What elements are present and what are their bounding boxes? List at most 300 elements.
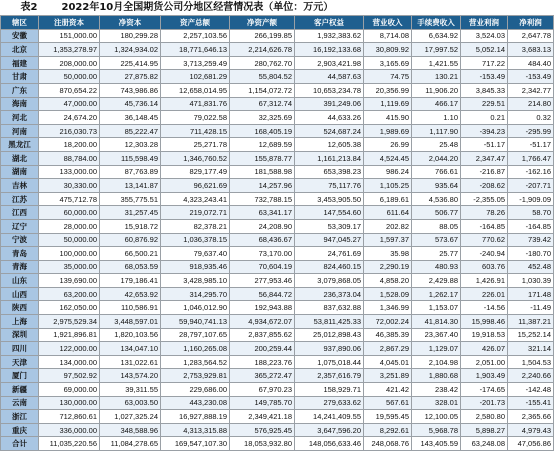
value-cell: 226.01 xyxy=(461,287,508,301)
table-row xyxy=(1,97,554,111)
value-cell: 1,283,564.52 xyxy=(161,355,230,369)
value-cell: 1,820,103.56 xyxy=(100,328,161,342)
value-cell: 162,050.00 xyxy=(39,301,100,315)
value-cell: 2,903,421.98 xyxy=(295,56,364,70)
column-header: 注册资本 xyxy=(39,16,100,30)
value-cell: 60,000.00 xyxy=(39,206,100,220)
table-caption: 2022年10月全国期货公司分地区经营情况表（单位：万元） xyxy=(61,2,334,13)
value-cell: 1,903.49 xyxy=(461,369,508,383)
value-cell: 11,387.21 xyxy=(508,315,554,329)
value-cell: 180,299.28 xyxy=(100,29,161,43)
value-cell: 1,154,072.72 xyxy=(230,83,295,97)
value-cell: -162.16 xyxy=(508,165,554,179)
value-cell: 134,000.00 xyxy=(39,355,100,369)
region-cell: 福建 xyxy=(1,56,39,70)
value-cell: 918,935.46 xyxy=(161,260,230,274)
value-cell: 148,056,633.46 xyxy=(295,437,364,451)
region-cell: 新疆 xyxy=(1,383,39,397)
value-cell: -11.49 xyxy=(508,301,554,315)
value-cell: 2,044.20 xyxy=(412,151,461,165)
value-cell: 1,119.69 xyxy=(364,97,412,111)
table-row xyxy=(1,247,554,261)
value-cell: 11,084,278.65 xyxy=(100,437,161,451)
value-cell: 1,421.55 xyxy=(412,56,461,70)
value-cell: 131,022.61 xyxy=(100,355,161,369)
value-cell: -14.56 xyxy=(461,301,508,315)
value-cell: 60,876.92 xyxy=(100,233,161,247)
table-row xyxy=(1,70,554,84)
region-cell: 湖北 xyxy=(1,151,39,165)
table-row xyxy=(1,260,554,274)
value-cell: 122,000.00 xyxy=(39,342,100,356)
value-cell: 1,346.99 xyxy=(364,301,412,315)
value-cell: 200,259.44 xyxy=(230,342,295,356)
value-cell: 2,240.66 xyxy=(508,369,554,383)
value-cell: 3,251.89 xyxy=(364,369,412,383)
column-header: 手续费收入 xyxy=(412,16,461,30)
value-cell: 4,524.45 xyxy=(364,151,412,165)
value-cell: 426.07 xyxy=(461,342,508,356)
value-cell: 12,658,014.95 xyxy=(161,83,230,97)
value-cell: 74.75 xyxy=(364,70,412,84)
value-cell: 2,867.29 xyxy=(364,342,412,356)
value-cell: 68,053.59 xyxy=(100,260,161,274)
value-cell: 50,000.00 xyxy=(39,70,100,84)
value-cell: 466.17 xyxy=(412,97,461,111)
value-cell: 67,970.23 xyxy=(230,383,295,397)
value-cell: 42,653.92 xyxy=(100,287,161,301)
value-cell: 14,257.96 xyxy=(230,179,295,193)
value-cell: 524,687.24 xyxy=(295,124,364,138)
value-cell: 348,588.96 xyxy=(100,423,161,437)
value-cell: 18,053,932.80 xyxy=(230,437,295,451)
value-cell: 238.42 xyxy=(412,383,461,397)
value-cell: -142.48 xyxy=(508,383,554,397)
table-row xyxy=(1,206,554,220)
column-header: 营业收入 xyxy=(364,16,412,30)
table-row xyxy=(1,369,554,383)
value-cell: 44,633.26 xyxy=(295,111,364,125)
value-cell: 16,927,888.19 xyxy=(161,410,230,424)
region-cell: 湖南 xyxy=(1,165,39,179)
table-row xyxy=(1,315,554,329)
region-cell: 厦门 xyxy=(1,369,39,383)
table-row xyxy=(1,383,554,397)
value-cell: 47,000.00 xyxy=(39,97,100,111)
value-cell: -51.17 xyxy=(461,138,508,152)
value-cell: 16,192,133.68 xyxy=(295,43,364,57)
value-cell: 415.90 xyxy=(364,111,412,125)
value-cell: 766.61 xyxy=(412,165,461,179)
value-cell: 1,036,378.15 xyxy=(161,233,230,247)
value-cell: 4,934,672.07 xyxy=(230,315,295,329)
value-cell: 192,943.88 xyxy=(230,301,295,315)
region-cell: 山西 xyxy=(1,287,39,301)
value-cell: 336,000.00 xyxy=(39,423,100,437)
value-cell: 75,117.76 xyxy=(295,179,364,193)
value-cell: 45,736.14 xyxy=(100,97,161,111)
value-cell: 1,880.68 xyxy=(412,369,461,383)
value-cell: 1,921,896.81 xyxy=(39,328,100,342)
value-cell: 739.42 xyxy=(508,233,554,247)
value-cell: 1,117.90 xyxy=(412,124,461,138)
value-cell: 72,002.24 xyxy=(364,315,412,329)
region-cell: 河南 xyxy=(1,124,39,138)
region-cell: 上海 xyxy=(1,315,39,329)
value-cell: 712,860.61 xyxy=(39,410,100,424)
table-row xyxy=(1,410,554,424)
value-cell: 169,547,107.30 xyxy=(161,437,230,451)
value-cell: 2,429.88 xyxy=(412,274,461,288)
value-cell: 6,189.61 xyxy=(364,192,412,206)
value-cell: 73,170.00 xyxy=(230,247,295,261)
value-cell: 70,604.19 xyxy=(230,260,295,274)
region-cell: 宁波 xyxy=(1,233,39,247)
value-cell: 4,313,315.88 xyxy=(161,423,230,437)
value-cell: 88.05 xyxy=(412,219,461,233)
value-cell: -1,909.09 xyxy=(508,192,554,206)
value-cell: 711,428.15 xyxy=(161,124,230,138)
table-row xyxy=(1,328,554,342)
value-cell: 25.77 xyxy=(412,247,461,261)
table-title xyxy=(0,0,555,15)
value-cell: 2,357,616.79 xyxy=(295,369,364,383)
value-cell: 63,341.17 xyxy=(230,206,295,220)
value-cell: 79,022.58 xyxy=(161,111,230,125)
value-cell: 603.76 xyxy=(461,260,508,274)
value-cell: 3,448,597.01 xyxy=(100,315,161,329)
value-cell: 97,502.92 xyxy=(39,369,100,383)
value-cell: 24,674.20 xyxy=(39,111,100,125)
value-cell: 155,878.77 xyxy=(230,151,295,165)
value-cell: 25,271.78 xyxy=(161,138,230,152)
value-cell: 229,686.00 xyxy=(161,383,230,397)
region-cell: 吉林 xyxy=(1,179,39,193)
value-cell: 1,324,934.02 xyxy=(100,43,161,57)
value-cell: 280,762.70 xyxy=(230,56,295,70)
value-cell: 28,797,107.65 xyxy=(161,328,230,342)
value-cell: -216.87 xyxy=(461,165,508,179)
value-cell: 2,975,529.34 xyxy=(39,315,100,329)
value-cell: 10,653,234.78 xyxy=(295,83,364,97)
value-cell: 11,035,220.56 xyxy=(39,437,100,451)
region-cell: 深圳 xyxy=(1,328,39,342)
value-cell: -180.70 xyxy=(508,247,554,261)
value-cell: 770.62 xyxy=(461,233,508,247)
value-cell: 25,012,898.43 xyxy=(295,328,364,342)
value-cell: 63,200.00 xyxy=(39,287,100,301)
value-cell: -207.71 xyxy=(508,179,554,193)
value-cell: 39,311.55 xyxy=(100,383,161,397)
value-cell: 88,784.00 xyxy=(39,151,100,165)
value-cell: 2,837,855.62 xyxy=(230,328,295,342)
region-cell: 青海 xyxy=(1,260,39,274)
value-cell: 567.61 xyxy=(364,396,412,410)
value-cell: 15,918.72 xyxy=(100,219,161,233)
value-cell: 2,051.00 xyxy=(461,355,508,369)
column-header: 客户权益 xyxy=(295,16,364,30)
value-cell: 2,580.80 xyxy=(461,410,508,424)
value-cell: 26.99 xyxy=(364,138,412,152)
region-cell: 江苏 xyxy=(1,192,39,206)
value-cell: -164.85 xyxy=(461,219,508,233)
value-cell: 277,953.46 xyxy=(230,274,295,288)
value-cell: 158,929.71 xyxy=(295,383,364,397)
value-cell: 229.51 xyxy=(461,97,508,111)
value-cell: 11,906.20 xyxy=(412,83,461,97)
value-cell: 248,068.76 xyxy=(364,437,412,451)
value-cell: 0.32 xyxy=(508,111,554,125)
value-cell: -208.62 xyxy=(461,179,508,193)
value-cell: 17,997.52 xyxy=(412,43,461,57)
value-cell: 2,257,103.56 xyxy=(161,29,230,43)
value-cell: 4,858.20 xyxy=(364,274,412,288)
region-cell: 安徽 xyxy=(1,29,39,43)
region-cell: 河北 xyxy=(1,111,39,125)
value-cell: 13,141.87 xyxy=(100,179,161,193)
value-cell: 32,325.69 xyxy=(230,111,295,125)
table-row xyxy=(1,192,554,206)
region-cell: 合计 xyxy=(1,437,39,451)
table-row xyxy=(1,219,554,233)
region-cell: 辽宁 xyxy=(1,219,39,233)
value-cell: 2,214,626.78 xyxy=(230,43,295,57)
value-cell: 151,000.00 xyxy=(39,29,100,43)
value-cell: 19,918.53 xyxy=(461,328,508,342)
value-cell: 421.42 xyxy=(364,383,412,397)
value-cell: 2,647.78 xyxy=(508,29,554,43)
value-cell: 12,689.59 xyxy=(230,138,295,152)
value-cell: 143,574.20 xyxy=(100,369,161,383)
value-cell: 266,199.85 xyxy=(230,29,295,43)
value-cell: -174.65 xyxy=(461,383,508,397)
value-cell: 5,898.27 xyxy=(461,423,508,437)
value-cell: 1,528.09 xyxy=(364,287,412,301)
value-cell: 391,249.06 xyxy=(295,97,364,111)
value-cell: 31,257.45 xyxy=(100,206,161,220)
value-cell: 102,681.29 xyxy=(161,70,230,84)
value-cell: 25.48 xyxy=(412,138,461,152)
value-cell: 6,634.92 xyxy=(412,29,461,43)
column-header: 净资本 xyxy=(100,16,161,30)
table-header-row xyxy=(1,16,554,30)
value-cell: 4,323,243.41 xyxy=(161,192,230,206)
value-cell: 143,405.59 xyxy=(412,437,461,451)
value-cell: 188,223.76 xyxy=(230,355,295,369)
value-cell: 935.64 xyxy=(412,179,461,193)
value-cell: 3,079,868.05 xyxy=(295,274,364,288)
value-cell: 732,788.15 xyxy=(230,192,295,206)
table-row xyxy=(1,233,554,247)
value-cell: 15,998.46 xyxy=(461,315,508,329)
value-cell: 134,047.10 xyxy=(100,342,161,356)
table-row xyxy=(1,165,554,179)
column-header: 资产总额 xyxy=(161,16,230,30)
region-cell: 广东 xyxy=(1,83,39,97)
column-header: 营业利润 xyxy=(461,16,508,30)
value-cell: 2,342.77 xyxy=(508,83,554,97)
column-header: 净利润 xyxy=(508,16,554,30)
value-cell: 2,347.47 xyxy=(461,151,508,165)
value-cell: 1.10 xyxy=(412,111,461,125)
region-cell: 陕西 xyxy=(1,301,39,315)
value-cell: 3,453,905.50 xyxy=(295,192,364,206)
value-cell: 829,177.49 xyxy=(161,165,230,179)
region-cell: 山东 xyxy=(1,274,39,288)
value-cell: 279,633.62 xyxy=(295,396,364,410)
value-cell: 1,160,265.08 xyxy=(161,342,230,356)
value-cell: 452.48 xyxy=(508,260,554,274)
value-cell: 4,979.43 xyxy=(508,423,554,437)
value-cell: 986.24 xyxy=(364,165,412,179)
value-cell: 1,105.25 xyxy=(364,179,412,193)
value-cell: 4,045.01 xyxy=(364,355,412,369)
value-cell: 947,045.27 xyxy=(295,233,364,247)
value-cell: 1,046,012.90 xyxy=(161,301,230,315)
region-cell: 四川 xyxy=(1,342,39,356)
value-cell: 171.48 xyxy=(508,287,554,301)
table-row xyxy=(1,355,554,369)
value-cell: 46,385.39 xyxy=(364,328,412,342)
column-header: 辖区 xyxy=(1,16,39,30)
value-cell: 59,940,741.13 xyxy=(161,315,230,329)
value-cell: 130,000.00 xyxy=(39,396,100,410)
value-cell: 1,346,760.52 xyxy=(161,151,230,165)
table-row xyxy=(1,83,554,97)
value-cell: 55,804.52 xyxy=(230,70,295,84)
region-cell: 青岛 xyxy=(1,247,39,261)
column-header: 净资产额 xyxy=(230,16,295,30)
value-cell: 23,367.40 xyxy=(412,328,461,342)
value-cell: 3,713,259.49 xyxy=(161,56,230,70)
value-cell: 8,292.61 xyxy=(364,423,412,437)
value-cell: 743,986.86 xyxy=(100,83,161,97)
value-cell: 0.21 xyxy=(461,111,508,125)
region-cell: 海南 xyxy=(1,97,39,111)
value-cell: 100,000.00 xyxy=(39,247,100,261)
value-cell: 4,536.80 xyxy=(412,192,461,206)
value-cell: 87,763.89 xyxy=(100,165,161,179)
value-cell: 1,426.91 xyxy=(461,274,508,288)
region-cell: 天津 xyxy=(1,355,39,369)
value-cell: 139,690.00 xyxy=(39,274,100,288)
value-cell: 18,200.00 xyxy=(39,138,100,152)
value-cell: 484.40 xyxy=(508,56,554,70)
value-cell: 168,405.19 xyxy=(230,124,295,138)
value-cell: 179,186.41 xyxy=(100,274,161,288)
table-row xyxy=(1,29,554,43)
value-cell: 870,654.22 xyxy=(39,83,100,97)
value-cell: -155.41 xyxy=(508,396,554,410)
value-cell: 27,875.82 xyxy=(100,70,161,84)
table-row xyxy=(1,287,554,301)
value-cell: 5,968.78 xyxy=(412,423,461,437)
value-cell: 36,148.45 xyxy=(100,111,161,125)
value-cell: 573.67 xyxy=(412,233,461,247)
value-cell: 18,771,646.13 xyxy=(161,43,230,57)
value-cell: 1,597.37 xyxy=(364,233,412,247)
value-cell: 12,303.28 xyxy=(100,138,161,152)
value-cell: 53,811,425.33 xyxy=(295,315,364,329)
table-row xyxy=(1,179,554,193)
value-cell: 66,500.21 xyxy=(100,247,161,261)
value-cell: 35.98 xyxy=(364,247,412,261)
value-cell: 5,052.14 xyxy=(461,43,508,57)
value-cell: 1,766.47 xyxy=(508,151,554,165)
value-cell: 24,208.90 xyxy=(230,219,295,233)
region-cell: 黑龙江 xyxy=(1,138,39,152)
table-row xyxy=(1,151,554,165)
value-cell: 1,027,325.24 xyxy=(100,410,161,424)
value-cell: 47,056.86 xyxy=(508,437,554,451)
value-cell: 2,365.66 xyxy=(508,410,554,424)
value-cell: 1,075,018.44 xyxy=(295,355,364,369)
value-cell: 8,714.08 xyxy=(364,29,412,43)
value-cell: 15,252.14 xyxy=(508,328,554,342)
value-cell: 68,436.67 xyxy=(230,233,295,247)
value-cell: 130.21 xyxy=(412,70,461,84)
region-cell: 甘肃 xyxy=(1,70,39,84)
value-cell: -2,355.05 xyxy=(461,192,508,206)
value-cell: 3,845.33 xyxy=(461,83,508,97)
value-cell: 214.80 xyxy=(508,97,554,111)
value-cell: 3,165.69 xyxy=(364,56,412,70)
value-cell: 79,637.40 xyxy=(161,247,230,261)
value-cell: 3,428,985.10 xyxy=(161,274,230,288)
value-cell: -240.94 xyxy=(461,247,508,261)
value-cell: 1,030.39 xyxy=(508,274,554,288)
table-row xyxy=(1,274,554,288)
value-cell: 475,712.78 xyxy=(39,192,100,206)
value-cell: 937,890.06 xyxy=(295,342,364,356)
value-cell: 56,844.72 xyxy=(230,287,295,301)
value-cell: 611.64 xyxy=(364,206,412,220)
value-cell: 12,100.05 xyxy=(412,410,461,424)
value-cell: 133,000.00 xyxy=(39,165,100,179)
value-cell: 236,373.04 xyxy=(295,287,364,301)
value-cell: 181,588.98 xyxy=(230,165,295,179)
value-cell: -394.23 xyxy=(461,124,508,138)
table-row xyxy=(1,396,554,410)
value-cell: 219,072.71 xyxy=(161,206,230,220)
value-cell: 110,586.91 xyxy=(100,301,161,315)
value-cell: 3,524.03 xyxy=(461,29,508,43)
value-cell: 28,000.00 xyxy=(39,219,100,233)
table-row xyxy=(1,124,554,138)
value-cell: 2,753,929.81 xyxy=(161,369,230,383)
table-row xyxy=(1,56,554,70)
value-cell: 717.22 xyxy=(461,56,508,70)
value-cell: 208,000.00 xyxy=(39,56,100,70)
value-cell: 30,809.92 xyxy=(364,43,412,57)
value-cell: 67,312.74 xyxy=(230,97,295,111)
value-cell: 41,814.30 xyxy=(412,315,461,329)
value-cell: 19,595.45 xyxy=(364,410,412,424)
table-row xyxy=(1,301,554,315)
value-cell: 20,356.99 xyxy=(364,83,412,97)
value-cell: 85,222.47 xyxy=(100,124,161,138)
value-cell: 355,775.51 xyxy=(100,192,161,206)
value-cell: 1,161,213.84 xyxy=(295,151,364,165)
value-cell: 216,030.73 xyxy=(39,124,100,138)
value-cell: 149,785.70 xyxy=(230,396,295,410)
table-number: 表2 xyxy=(20,2,38,13)
value-cell: 202.82 xyxy=(364,219,412,233)
value-cell: 1,129.07 xyxy=(412,342,461,356)
value-cell: 653,398.23 xyxy=(295,165,364,179)
table-row xyxy=(1,111,554,125)
value-cell: 328.01 xyxy=(412,396,461,410)
